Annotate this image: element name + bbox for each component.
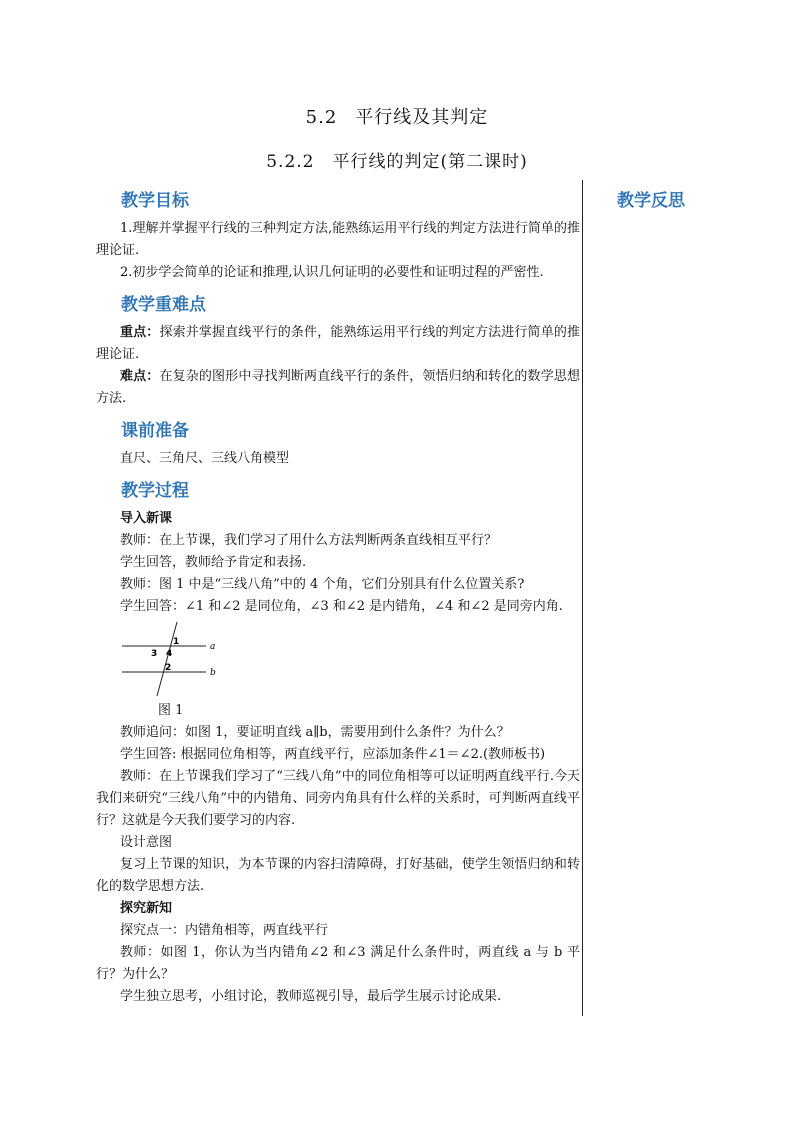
intro-line-4: 学生回答：∠1 和∠2 是同位角，∠3 和∠2 是内错角，∠4 和∠2 是同旁内角. [120,599,563,614]
difficult-text: 在复杂的图形中寻找判断两直线平行的条件，领悟归纳和转化的数学思想方法. [96,369,580,406]
explore-heading: 探究新知 [120,901,173,916]
key-point [96,322,580,366]
goals-title: 教学目标 [121,191,189,211]
key-text: 探索并掌握直线平行的条件，能熟练运用平行线的判定方法进行简单的推理论证. [96,325,580,362]
difficult-point [96,366,580,410]
label-angle-3: 3 [151,649,158,659]
column-divider [582,180,583,1016]
prep-title: 课前准备 [121,421,189,441]
label-angle-1: 1 [173,637,180,647]
goal-item-1: 1.理解并掌握平行线的三种判定方法,能熟练运用平行线的判定方法进行简单的推理论证. [96,221,580,258]
follow-line-2: 学生回答: 根据同位角相等，两直线平行，应添加条件∠1＝∠2.(教师板书) [120,747,546,762]
follow-line-3: 教师：在上节课我们学习了“三线八角”中的同位角相等可以证明两直线平行.今天我们来研究“三线八角”中的内错角、同旁内角具有什么样的关系时，可判断两直线平行？这就是今天我们要学习的内容. [96,769,580,828]
label-b: b [210,668,216,678]
label-angle-2: 2 [165,663,172,673]
explore-line-1: 探究点一：内错角相等，两直线平行 [120,923,329,938]
intro-heading: 导入新课 [120,511,173,526]
figure-caption: 图 1 [158,703,184,718]
page-subtitle [0,147,794,172]
difficult-label: 难点： [120,369,160,384]
key-points-title: 教学重难点 [121,295,206,315]
design-intent-text: 复习上节课的知识，为本节课的内容扫清障碍，打好基础，使学生领悟归纳和转化的数学思想方法. [96,857,580,894]
design-intent-label: 设计意图 [120,835,173,850]
key-label: 重点： [120,325,160,340]
intro-line-3: 教师：图 1 中是“三线八角”中的 4 个角，它们分别具有什么位置关系? [120,577,525,592]
transversal [157,622,180,696]
explore-line-3: 学生独立思考，小组讨论，教师巡视引导，最后学生展示讨论成果. [120,989,502,1004]
figure-1 [96,622,580,700]
reflection-title: 教学反思 [617,191,685,211]
explore-line-2: 教师：如图 1，你认为当内错角∠2 和∠3 满足什么条件时，两直线 a 与 b 平行？为什么？ [96,945,580,982]
prep-text: 直尺、三角尺、三线八角模型 [120,451,290,466]
subtitle-text: 平行线的判定(第二课时) [332,152,528,172]
title-text: 平行线及其判定 [355,107,489,128]
parallel-lines-diagram [120,622,230,700]
page-title [0,103,794,129]
follow-line-1: 教师追问：如图 1，要证明直线 a∥b，需要用到什么条件？为什么？ [120,725,510,740]
title-number: 5.2 [305,107,338,128]
main-column [96,180,580,1008]
label-angle-4: 4 [166,649,173,659]
process-title: 教学过程 [121,481,189,501]
label-a: a [210,642,216,652]
goal-item-2: 2.初步学会简单的论证和推理,认识几何证明的必要性和证明过程的严密性. [120,265,544,280]
intro-line-2: 学生回答，教师给予肯定和表扬. [120,555,307,570]
subtitle-number: 5.2.2 [266,152,315,172]
intro-line-1: 教师：在上节课，我们学习了用什么方法判断两条直线相互平行？ [120,533,498,548]
